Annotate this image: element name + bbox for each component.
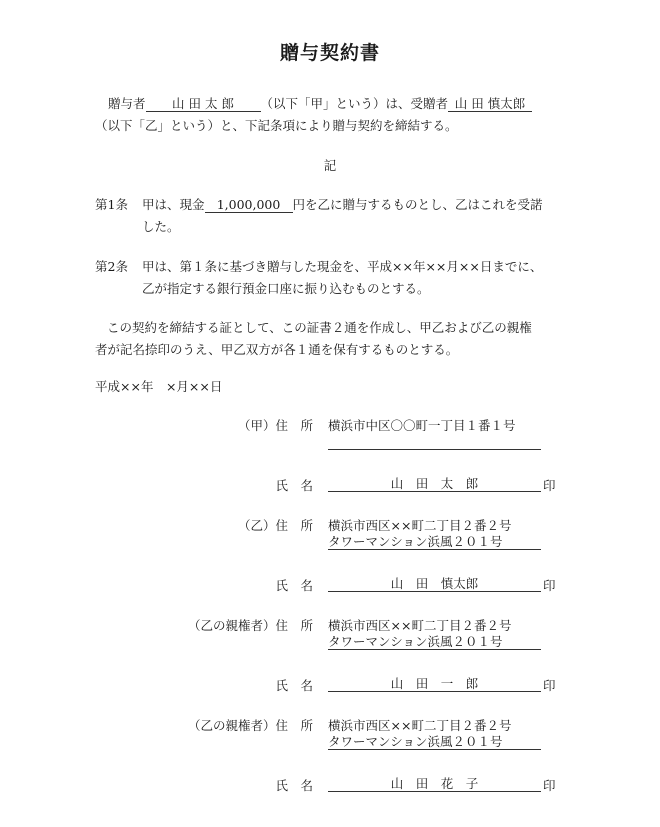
party-address-line-2: タワーマンション浜風２０１号 [328, 534, 541, 550]
article-1-line-1 [142, 195, 543, 213]
party-name-label: 氏 名 [275, 778, 313, 793]
article-1-text-post: 円を乙に贈与するものとし、乙はこれを受諾 [292, 197, 543, 212]
seal-mark: 印 [543, 578, 556, 593]
party-name: 山 田 慎太郎 [328, 576, 541, 592]
address-underline [328, 449, 541, 450]
intro-text: （以下「甲」という）は、受贈者 [260, 96, 449, 111]
party-name-label: 氏 名 [275, 478, 313, 493]
party-name-label: 氏 名 [275, 678, 313, 693]
article-2-label: 第2条 [95, 259, 128, 274]
article-2-line-2: 乙が指定する銀行預金口座に振り込むものとする。 [142, 281, 430, 296]
party-name: 山 田 太 郎 [328, 476, 541, 492]
contract-date: 平成××年 ×月××日 [95, 379, 223, 394]
ki-heading: 記 [323, 158, 337, 173]
article-2-line-1: 甲は、第１条に基づき贈与した現金を、平成××年××月××日までに、 [142, 259, 543, 274]
party-address-line-2: タワーマンション浜風２０１号 [328, 734, 541, 750]
closing-line-2: 者が記名捺印のうえ、甲乙双方が各１通を保有するものとする。 [95, 342, 459, 357]
article-1-line-2: した。 [142, 219, 180, 234]
party-address-label: （乙の親権者）住 所 [187, 618, 313, 633]
closing-line-1: この契約を締結する証として、この証書２通を作成し、甲乙および乙の親権 [107, 320, 532, 335]
cash-amount: 1,000,000 [205, 197, 293, 213]
party-address-label: （乙）住 所 [237, 518, 313, 533]
party-name-label: 氏 名 [275, 578, 313, 593]
article-1-text-pre: 甲は、現金 [142, 197, 205, 212]
party-address-label: （甲）住 所 [237, 418, 313, 433]
seal-mark: 印 [543, 678, 556, 693]
document-title: 贈与契約書 [279, 42, 380, 64]
party-name: 山 田 花 子 [328, 776, 541, 792]
party-address-line-1: 横浜市西区××町二丁目２番２号 [328, 718, 512, 733]
party-address-line-1: 横浜市西区××町二丁目２番２号 [328, 518, 512, 533]
article-1-label: 第1条 [95, 197, 128, 212]
donee-name: 山 田 慎太郎 [448, 96, 532, 112]
intro-line-1 [108, 94, 532, 112]
party-address-label: （乙の親権者）住 所 [187, 718, 313, 733]
party-address-line-1: 横浜市西区××町二丁目２番２号 [328, 618, 512, 633]
party-address-line-1: 横浜市中区〇〇町一丁目１番１号 [328, 418, 516, 433]
seal-mark: 印 [543, 778, 556, 793]
party-name: 山 田 一 郎 [328, 676, 541, 692]
seal-mark: 印 [543, 478, 556, 493]
donor-name: 山 田 太 郎 [146, 96, 261, 112]
party-address-line-2: タワーマンション浜風２０１号 [328, 634, 541, 650]
donor-label: 贈与者 [108, 96, 146, 111]
intro-line-2: （以下「乙」という）と、下記条項により贈与契約を締結する。 [95, 118, 458, 133]
